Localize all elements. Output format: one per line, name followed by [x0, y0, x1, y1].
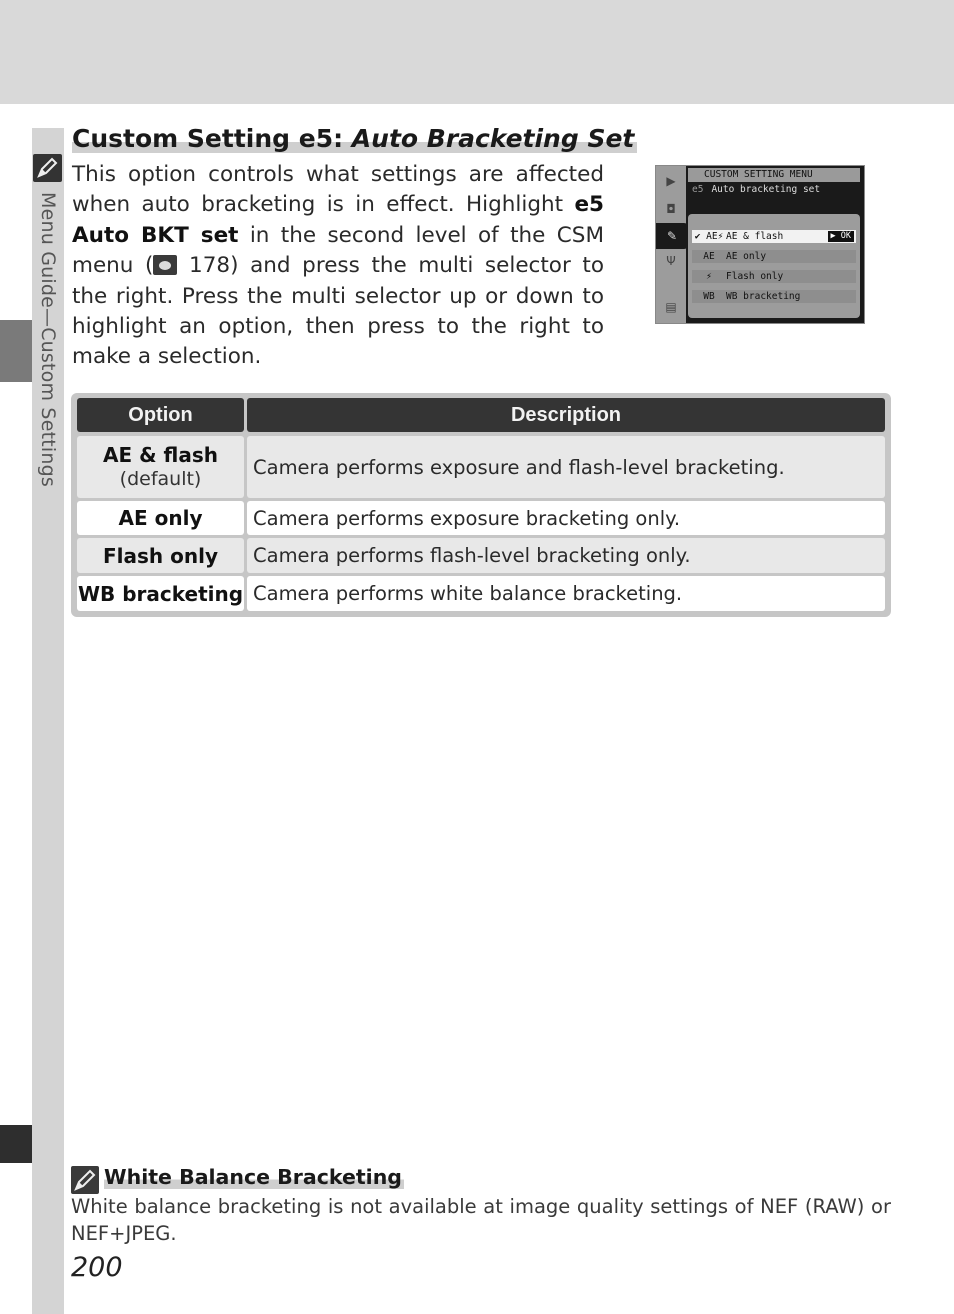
lcd-ok-badge: ▶ OK [828, 231, 854, 242]
lcd-menu-header: CUSTOM SETTING MENU [688, 168, 860, 182]
pencil-note-icon [71, 1166, 99, 1194]
lcd-setting-name: Auto bracketing set [711, 184, 821, 195]
side-section-label: Menu Guide—Custom Settings [37, 192, 59, 487]
wrench-icon: Ψ [666, 254, 676, 268]
lcd-option-label: AE only [726, 251, 767, 262]
table-row-description: Camera performs exposure and flash-level bracketing. [247, 436, 885, 498]
lcd-wb-icon: WB [703, 291, 715, 302]
lcd-option-flash-only [692, 270, 856, 283]
lcd-ae-icon: AE [703, 251, 715, 262]
page-number: 200 [71, 1252, 123, 1283]
pencil-icon [33, 154, 62, 182]
table-row-option [77, 576, 244, 611]
table-row-option [77, 436, 244, 498]
menu-tabs [656, 166, 686, 323]
options-table [71, 393, 891, 617]
title-name: Auto Bracketing Set [351, 124, 635, 153]
option-name: Flash only [103, 543, 218, 568]
table-row-option [77, 538, 244, 573]
page-reference-icon [153, 255, 177, 275]
intro-text-2: in the second level of the CSM menu ( [72, 222, 604, 279]
table-row-description: Camera performs flash-level bracketing only. [247, 538, 885, 573]
option-name: WB bracketing [77, 581, 244, 606]
option-default-note: (default) [119, 468, 202, 490]
intro-menu-item: e5 Auto BKT set [72, 192, 604, 248]
table-row-description: Camera performs exposure bracketing only. [247, 501, 885, 535]
camera-menu-screenshot [655, 165, 865, 324]
table-row-option [77, 501, 244, 535]
section-tab-marker-dark [0, 1125, 32, 1163]
note-text: White balance bracketing is not available at image quality settings of NEF (RAW) or NEF+JPEG. [71, 1195, 891, 1245]
lcd-option-label: AE & flash [726, 231, 784, 242]
lcd-option-label: WB bracketing [726, 291, 801, 302]
title-prefix: Custom Setting e5: [72, 124, 352, 153]
option-name: AE only [118, 506, 203, 530]
custom-setting-pencil-icon: ✎ [656, 223, 688, 249]
note-title: White Balance Bracketing [104, 1165, 402, 1189]
lcd-setting-code: e5 [692, 184, 704, 195]
table-header-option: Option [77, 398, 244, 432]
intro-text-1: This option controls what settings are affected when auto bracketing is in effect. Highlight [72, 162, 604, 218]
section-tab-marker [0, 320, 32, 382]
page-title [72, 124, 637, 153]
option-name: AE & flash [103, 443, 218, 467]
intro-text-3: 178) and press the multi selector to the right. Press the multi selector up or down to highlight an option, then press to the right to make a selection. [72, 253, 604, 370]
lcd-option-ae-only [692, 250, 856, 263]
top-margin-band [0, 0, 954, 104]
lcd-check-ae-flash-icon: ✔ AE⚡ [694, 231, 724, 242]
playback-icon: ▶ [666, 174, 676, 188]
lcd-option-ae-flash [692, 230, 856, 243]
intro-paragraph [72, 160, 604, 373]
lcd-menu-subtitle [692, 184, 820, 195]
recent-settings-icon: ▤ [665, 300, 677, 314]
lcd-option-list [688, 214, 860, 318]
lcd-option-label: Flash only [726, 271, 784, 282]
lcd-option-wb-bracketing [692, 290, 856, 303]
lcd-flash-icon: ⚡ [706, 271, 712, 282]
table-row-description: Camera performs white balance bracketing. [247, 576, 885, 611]
camera-icon: ◘ [666, 202, 676, 216]
table-header-description: Description [247, 398, 885, 432]
